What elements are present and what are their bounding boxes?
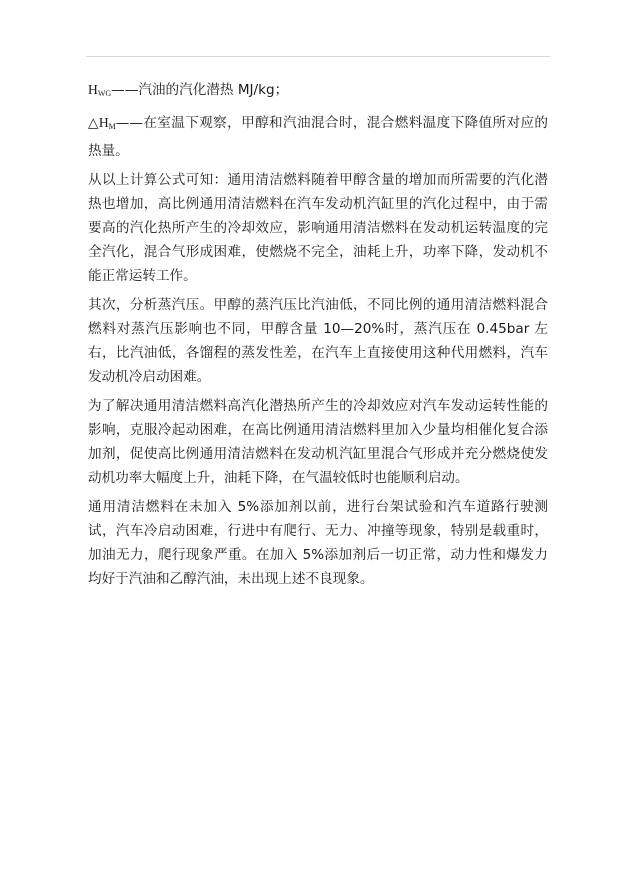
definition-hwg-text: ——汽油的汽化潜热 MJ/kg； <box>111 82 289 98</box>
definition-hwg <box>88 78 548 106</box>
definition-delta-hm <box>88 111 548 163</box>
paragraph-vaporization-heat: 从以上计算公式可知：通用清洁燃料随着甲醇含量的增加而所需要的汽化潜热也增加，高比例通用清洁燃料在汽车发动机汽缸里的汽化过程中，由于需要高的汽化热所产生的冷却效应，影响通用清洁燃料在发动机运转温度的完全汽化，混合气形成困难，使燃烧不完全，油耗上升，功率下降，发动机不能正常运转工作。 <box>88 172 548 284</box>
symbol-hwg: $H_{WG}$ <box>88 82 112 98</box>
header-divider <box>86 56 550 57</box>
paragraph-additive-solution: 为了解决通用清洁燃料高汽化潜热所产生的冷却效应对汽车发动运转性能的影响，克服冷起动困难，在高比例通用清洁燃料里加入少量均相催化复合添加剂，促使高比例通用清洁燃料在发动机汽缸里混合气形成并充分燃烧使发动机功率大幅度上升，油耗下降，在气温较低时也能顺利启动。 <box>88 398 548 486</box>
symbol-delta-hm: $\triangle H_M$ <box>88 115 116 131</box>
document-body <box>88 78 548 596</box>
definition-delta-hm-text: ——在室温下观察，甲醇和汽油混合时，混合燃料温度下降值所对应的热量。 <box>88 115 548 159</box>
paragraph-vapor-pressure: 其次，分析蒸汽压。甲醇的蒸汽压比汽油低，不同比例的通用清洁燃料混合燃料对蒸汽压影响也不同，甲醇含量 10—20%时，蒸汽压在 0.45bar 左右，比汽油低，各馏程的蒸发性差，在汽车上直接使用这种代用燃料，汽车发动机冷启动困难。 <box>88 297 548 385</box>
paragraph-test-results: 通用清洁燃料在未加入 5%添加剂以前，进行台架试验和汽车道路行驶测试，汽车冷启动困难，行进中有爬行、无力、冲撞等现象，特别是载重时，加油无力，爬行现象严重。在加入 5%添加剂后一切正常，动力性和爆发力均好于汽油和乙醇汽油，未出现上述不良现象。 <box>88 499 548 587</box>
